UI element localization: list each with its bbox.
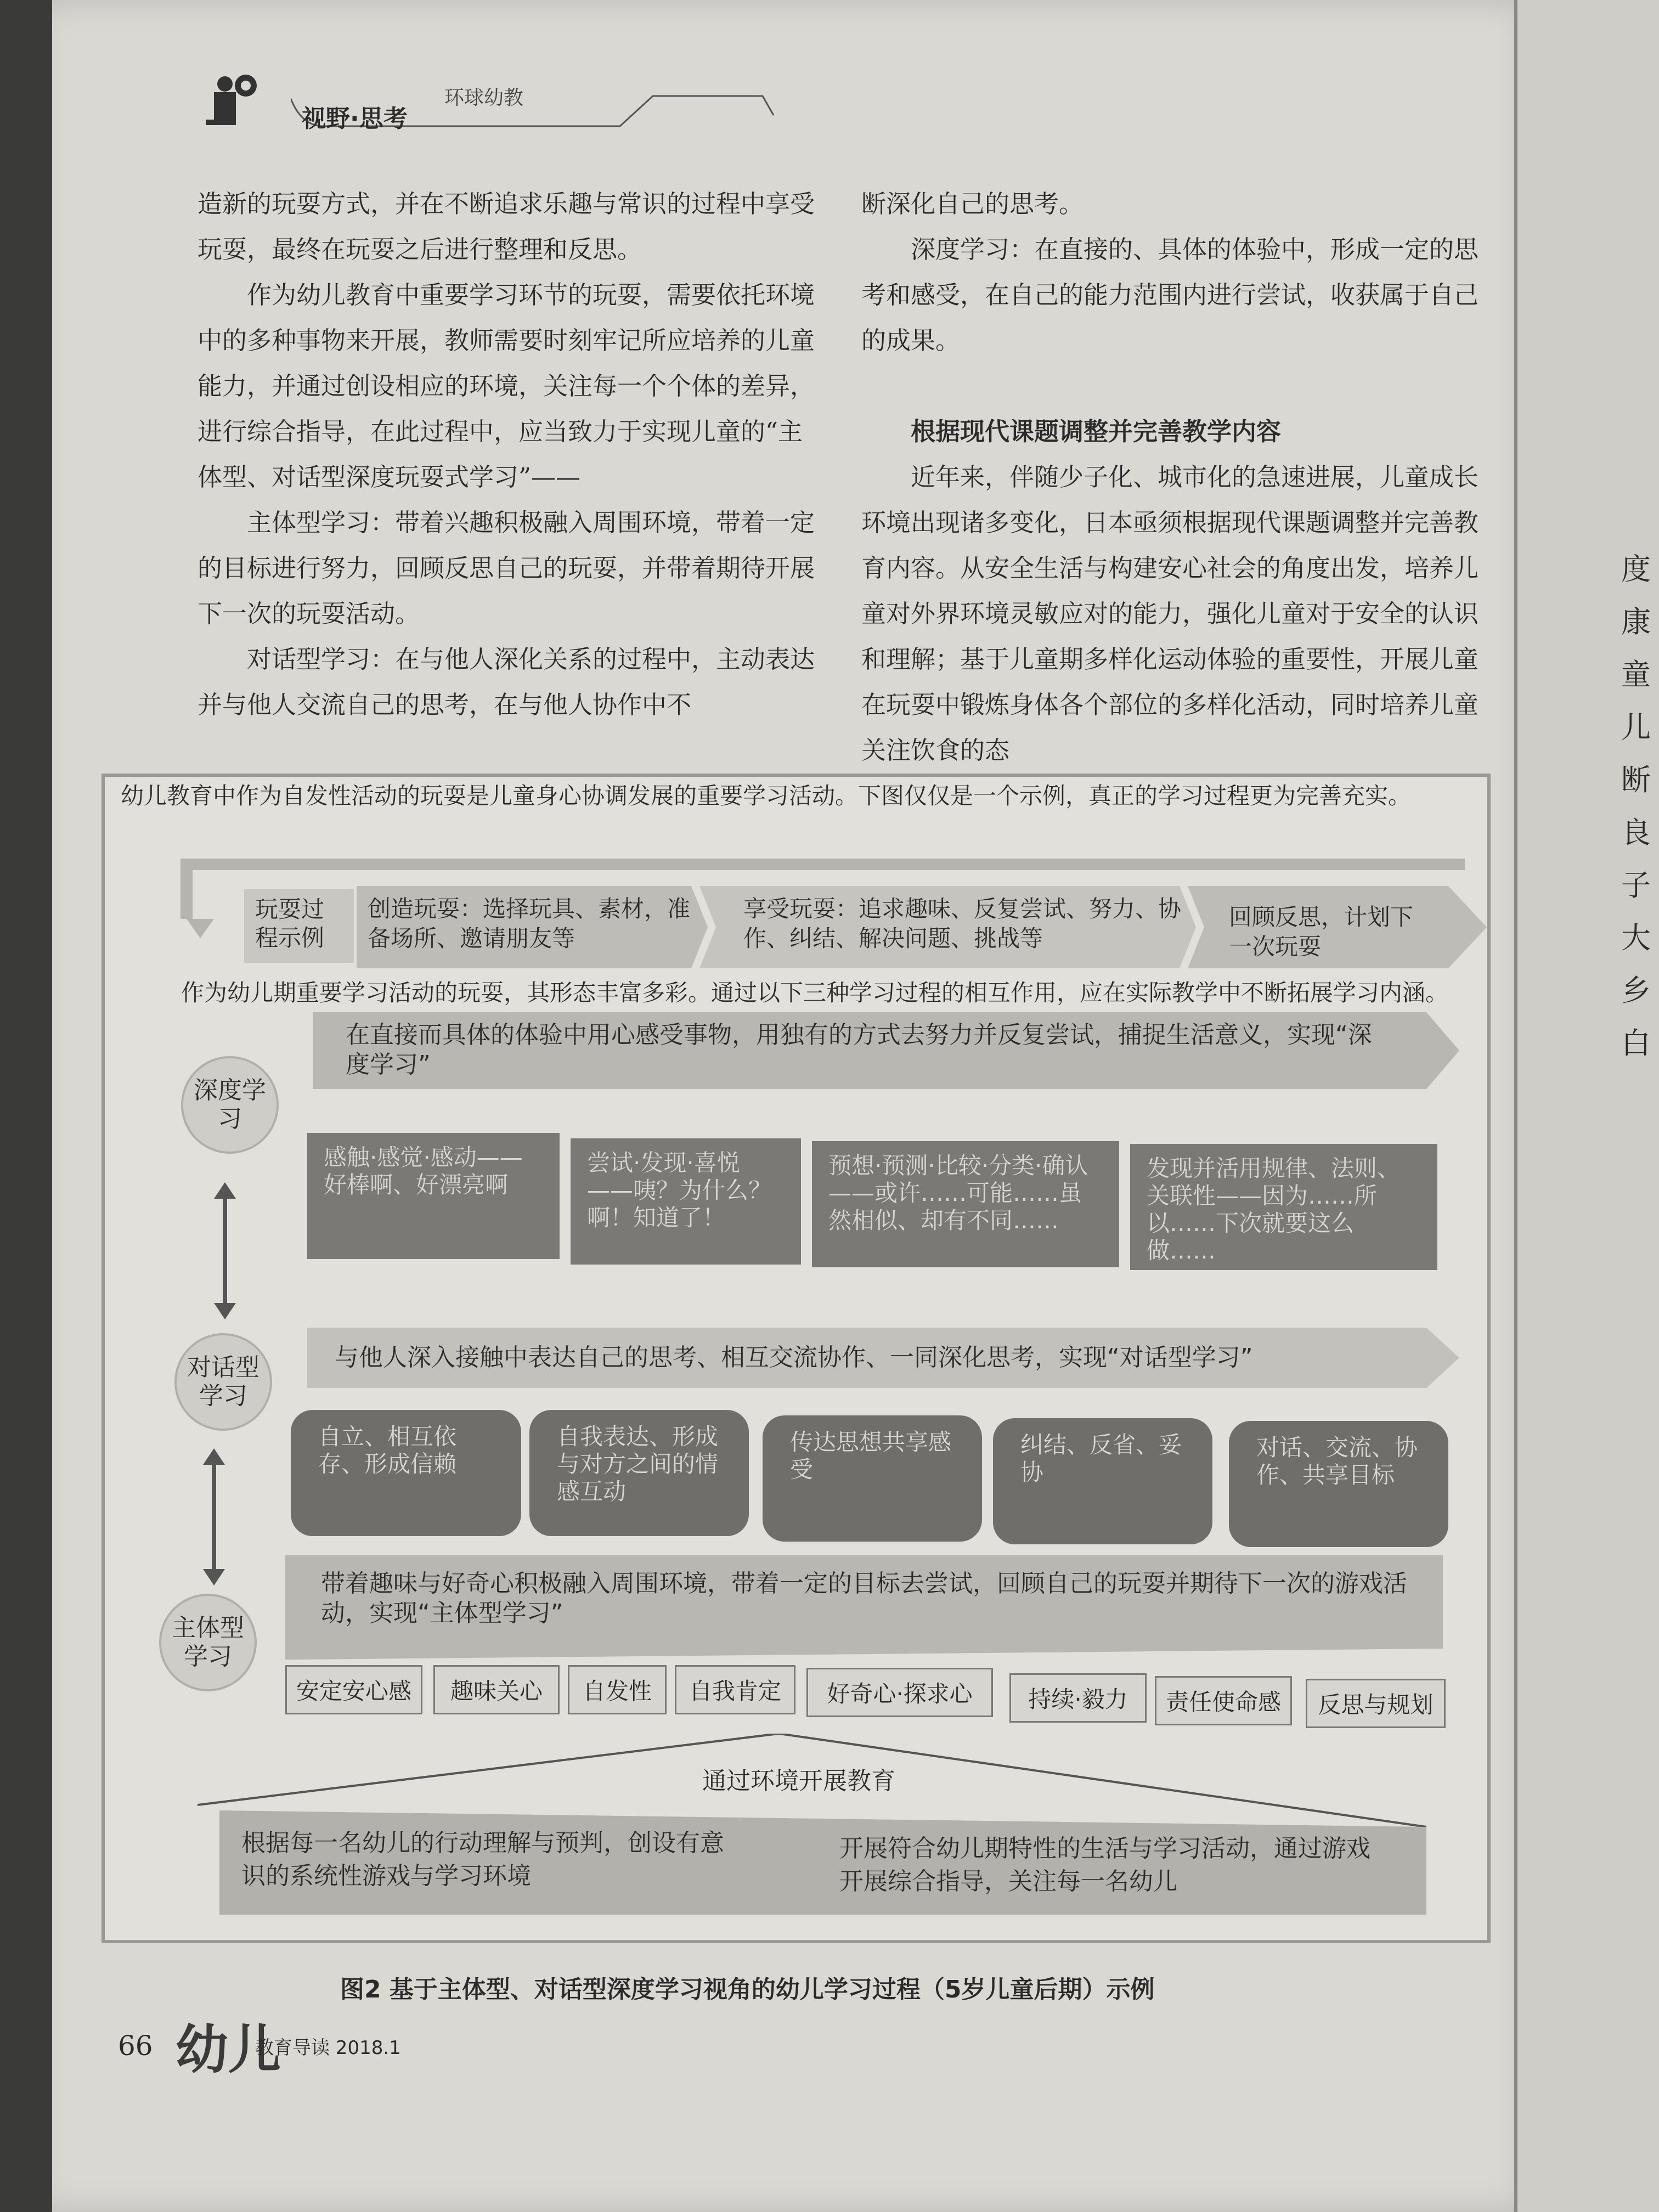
environment-right: 开展符合幼儿期特性的生活与学习活动，通过游戏开展综合指导，关注每一名幼儿 (839, 1835, 1370, 1895)
trait-tag: 责任使命感 (1155, 1676, 1292, 1725)
dialog-learning-node: 对话型学习 (174, 1333, 272, 1431)
facing-char: 乡 (1621, 973, 1651, 1008)
process-step-2: 享受玩耍：追求趣味、反复尝试、努力、协作、纠结、解决问题、挑战等 (743, 895, 1182, 952)
section-subtitle: 环球幼教 (444, 87, 524, 109)
paragraph: 近年来，伴随少子化、城市化的急速进展，儿童成长环境出现诸多变化，日本亟须根据现代课题调整并完善教育内容。从安全生活与构建安心社会的角度出发，培养儿童对外界环境灵敏应对的能力，强化儿童对于安全的认识和理解；基于儿童期多样化运动体验的重要性，开展儿童在玩耍中锻炼身体各个部位的多样化活动，同时培养儿童关注饮食的态 (861, 462, 1479, 765)
page-number: 66 (118, 2030, 153, 2062)
paragraph: 深度学习：在直接的、具体的体验中，形成一定的思考和感受，在自己的能力范围内进行尝试，收获属于自己的成果。 (861, 235, 1479, 355)
facing-char: 大 (1621, 921, 1651, 955)
facing-page (1514, 0, 1659, 2212)
right-column (861, 181, 1481, 773)
facing-page-text (1621, 543, 1654, 1070)
environment-left: 根据每一名幼儿的行动理解与预判，创设有意识的系统性游戏与学习环境 (241, 1829, 724, 1890)
trait-tag: 趣味关心 (433, 1665, 560, 1714)
facing-char: 断 (1621, 763, 1651, 797)
facing-char: 子 (1621, 868, 1651, 902)
process-step-3: 回顾反思，计划下一次玩耍 (1229, 904, 1414, 960)
trait-tag: 自发性 (568, 1665, 667, 1714)
facing-char: 白 (1621, 1026, 1651, 1060)
deep-learning-node: 深度学习 (181, 1056, 279, 1154)
figure-intro-2: 作为幼儿期重要学习活动的玩耍，其形态丰富多彩。通过以下三种学习过程的相互作用，应在实际教学中不断拓展学习内涵。 (181, 979, 1449, 1006)
paragraph: 断深化自己的思考。 (861, 189, 1084, 218)
deep-banner: 在直接而具体的体验中用心感受事物，用独有的方式去努力并反复尝试，捕捉生活意义，实现“深度学习” (346, 1021, 1372, 1079)
trait-tag: 好奇心·探求心 (806, 1668, 993, 1717)
section-header (203, 66, 642, 143)
dialog-box: 自我表达、形成与对方之间的情感互动 (529, 1410, 749, 1536)
double-arrow-icon (200, 1448, 228, 1585)
trait-tag: 持续·毅力 (1009, 1673, 1147, 1723)
magazine-issue: 教育导读 2018.1 (255, 2037, 401, 2059)
dialog-box: 自立、相互依存、形成信赖 (291, 1410, 521, 1536)
section-heading: 根据现代课题调整并完善教学内容 (911, 417, 1282, 446)
paragraph: 造新的玩耍方式，并在不断追求乐趣与常识的过程中享受玩耍，最终在玩耍之后进行整理和反思。 (198, 189, 815, 264)
deep-box: 尝试·发现·喜悦——咦？为什么？啊！知道了！ (571, 1138, 801, 1265)
reader-logo-icon (203, 70, 263, 131)
section-title: 视野·思考 (302, 105, 408, 133)
process-step-1: 创造玩耍：选择玩具、素材，准备场所、邀请朋友等 (368, 895, 691, 952)
dialog-box: 传达思想共享感受 (763, 1415, 982, 1542)
figure-caption: 图2 基于主体型、对话型深度学习视角的幼儿学习过程（5岁儿童后期）示例 (340, 1976, 1155, 2004)
trait-tag: 自我肯定 (675, 1665, 795, 1714)
deep-box: 感触·感觉·感动——好棒啊、好漂亮啊 (307, 1133, 560, 1259)
left-column (198, 181, 823, 727)
environment-title: 通过环境开展教育 (702, 1767, 895, 1795)
process-label: 玩耍过程示例 (244, 889, 354, 963)
facing-char: 度 (1621, 552, 1651, 586)
facing-char: 童 (1621, 657, 1651, 692)
paragraph: 作为幼儿教育中重要学习环节的玩耍，需要依托环境中的多种事物来开展，教师需要时刻牢记所应培养的儿童能力，并通过创设相应的环境，关注每一个个体的差异，进行综合指导，在此过程中，应当致力于实现儿童的“主体型、对话型深度玩耍式学习”—— (198, 280, 815, 492)
dialog-box: 对话、交流、协作、共享目标 (1229, 1421, 1448, 1547)
dialog-box: 纠结、反省、妥协 (993, 1418, 1212, 1544)
trait-tag: 反思与规划 (1306, 1679, 1446, 1728)
subject-banner: 带着趣味与好奇心积极融入周围环境，带着一定的目标去尝试，回顾自己的玩耍并期待下一次的游戏活动，实现“主体型学习” (321, 1570, 1407, 1627)
paragraph: 对话型学习：在与他人深化关系的过程中，主动表达并与他人交流自己的思考，在与他人协作中不 (198, 645, 815, 719)
trait-tag: 安定安心感 (285, 1665, 422, 1714)
dialog-banner: 与他人深入接触中表达自己的思考、相互交流协作、一同深化思考，实现“对话型学习” (335, 1344, 1253, 1372)
paragraph: 主体型学习：带着兴趣积极融入周围环境，带着一定的目标进行努力，回顾反思自己的玩耍，并带着期待开展下一次的玩耍活动。 (198, 508, 815, 628)
facing-char: 儿 (1621, 710, 1651, 744)
double-arrow-icon (211, 1182, 239, 1319)
magazine-title: 幼儿 (176, 2019, 281, 2080)
deep-box: 预想·预测·比较·分类·确认——或许……可能……虽然相似、却有不同…… (812, 1141, 1119, 1267)
deep-box: 发现并活用规律、法则、关联性——因为……所以……下次就要这么做…… (1130, 1144, 1437, 1270)
figure-intro: 幼儿教育中作为自发性活动的玩耍是儿童身心协调发展的重要学习活动。下图仅仅是一个示例，真正的学习过程更为完善充实。 (121, 782, 1412, 809)
subject-learning-node: 主体型学习 (159, 1594, 257, 1691)
facing-char: 良 (1621, 815, 1651, 850)
facing-char: 康 (1621, 605, 1651, 639)
